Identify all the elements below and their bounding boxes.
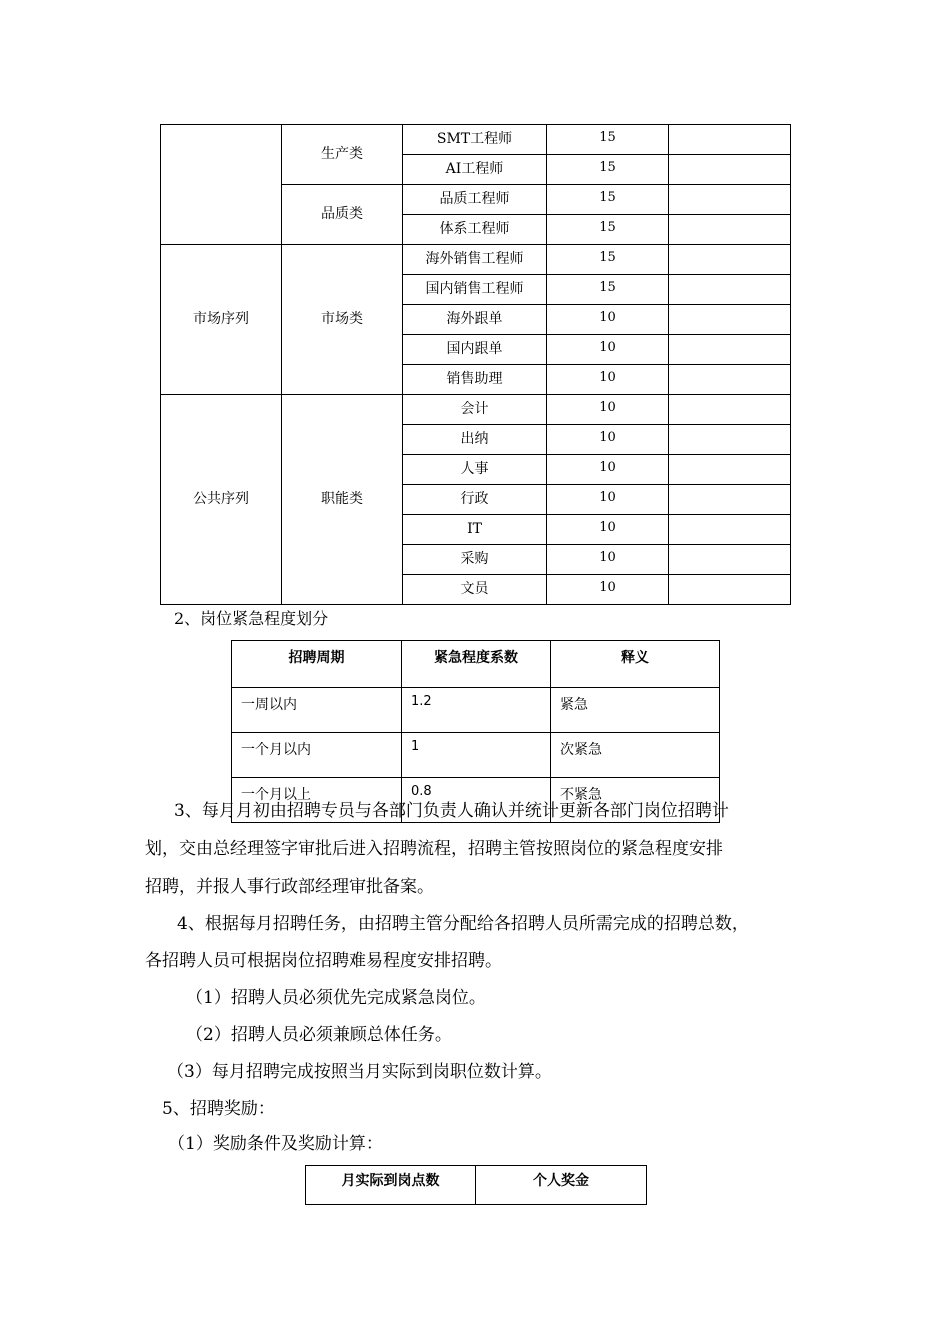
- paragraph-3-line-2: 划，交由总经理签字审批后进入招聘流程，招聘主管按照岗位的紧急程度安排: [145, 839, 723, 859]
- empty-cell: [669, 455, 791, 485]
- list-item: （1）奖励条件及奖励计算：: [168, 1134, 383, 1154]
- section-heading-reward: 5、招聘奖励：: [162, 1099, 275, 1119]
- paragraph-4-line-1: 4、根据每月招聘任务，由招聘主管分配给各招聘人员所需完成的招聘总数，: [177, 914, 749, 934]
- empty-cell: [669, 365, 791, 395]
- meaning-cell: 不紧急: [551, 778, 720, 823]
- reward-table: [305, 1165, 647, 1205]
- category-cell: 生产类: [282, 125, 403, 185]
- empty-cell: [669, 305, 791, 335]
- column-header: 紧急程度系数: [402, 641, 551, 688]
- role-cell: 国内跟单: [403, 335, 547, 365]
- sequence-cell-empty: [161, 125, 282, 245]
- table-row: [232, 733, 720, 778]
- score-cell: 15: [547, 185, 669, 215]
- list-item: （1）招聘人员必须优先完成紧急岗位。: [186, 988, 486, 1008]
- list-item: （2）招聘人员必须兼顾总体任务。: [186, 1025, 452, 1045]
- table-header-row: [232, 641, 720, 688]
- score-cell: 15: [547, 245, 669, 275]
- score-cell: 10: [547, 395, 669, 425]
- empty-cell: [669, 275, 791, 305]
- column-header: 个人奖金: [476, 1166, 647, 1205]
- score-cell: 15: [547, 275, 669, 305]
- role-cell: IT: [403, 515, 547, 545]
- role-cell: 销售助理: [403, 365, 547, 395]
- column-header: 释义: [551, 641, 720, 688]
- role-cell: 采购: [403, 545, 547, 575]
- role-cell: 体系工程师: [403, 215, 547, 245]
- role-cell: 文员: [403, 575, 547, 605]
- score-cell: 15: [547, 155, 669, 185]
- role-cell: 海外跟单: [403, 305, 547, 335]
- position-score-table: [160, 124, 791, 605]
- score-cell: 10: [547, 425, 669, 455]
- paragraph-3-line-1: 3、每月月初由招聘专员与各部门负责人确认并统计更新各部门岗位招聘计: [174, 801, 729, 821]
- period-cell: 一周以内: [232, 688, 402, 733]
- score-cell: 15: [547, 125, 669, 155]
- role-cell: 行政: [403, 485, 547, 515]
- empty-cell: [669, 215, 791, 245]
- category-cell: 职能类: [282, 395, 403, 605]
- role-cell: 会计: [403, 395, 547, 425]
- score-cell: 10: [547, 335, 669, 365]
- coefficient-cell: 0.8: [402, 778, 551, 823]
- role-cell: AI工程师: [403, 155, 547, 185]
- category-cell: 品质类: [282, 185, 403, 245]
- meaning-cell: 紧急: [551, 688, 720, 733]
- empty-cell: [669, 335, 791, 365]
- coefficient-cell: 1.2: [402, 688, 551, 733]
- role-cell: 人事: [403, 455, 547, 485]
- score-cell: 15: [547, 215, 669, 245]
- empty-cell: [669, 485, 791, 515]
- empty-cell: [669, 575, 791, 605]
- score-cell: 10: [547, 575, 669, 605]
- score-cell: 10: [547, 305, 669, 335]
- sequence-cell: 市场序列: [161, 245, 282, 395]
- role-cell: 品质工程师: [403, 185, 547, 215]
- empty-cell: [669, 515, 791, 545]
- table-row: [161, 395, 791, 425]
- role-cell: 国内销售工程师: [403, 275, 547, 305]
- table-row: [232, 688, 720, 733]
- column-header: 月实际到岗点数: [306, 1166, 476, 1205]
- score-cell: 10: [547, 365, 669, 395]
- role-cell: SMT工程师: [403, 125, 547, 155]
- coefficient-cell: 1: [402, 733, 551, 778]
- list-item: （3）每月招聘完成按照当月实际到岗职位数计算。: [167, 1062, 552, 1082]
- score-cell: 10: [547, 485, 669, 515]
- table-row: [161, 125, 791, 155]
- empty-cell: [669, 245, 791, 275]
- period-cell: 一个月以上: [232, 778, 402, 823]
- section-heading-urgency: 2、岗位紧急程度划分: [174, 609, 329, 628]
- column-header: 招聘周期: [232, 641, 402, 688]
- table-header-row: [306, 1166, 647, 1205]
- role-cell: 海外销售工程师: [403, 245, 547, 275]
- role-cell: 出纳: [403, 425, 547, 455]
- sequence-cell: 公共序列: [161, 395, 282, 605]
- empty-cell: [669, 545, 791, 575]
- paragraph-3-line-3: 招聘，并报人事行政部经理审批备案。: [145, 877, 434, 897]
- period-cell: 一个月以内: [232, 733, 402, 778]
- meaning-cell: 次紧急: [551, 733, 720, 778]
- paragraph-4-line-2: 各招聘人员可根据岗位招聘难易程度安排招聘。: [145, 951, 502, 971]
- empty-cell: [669, 395, 791, 425]
- empty-cell: [669, 125, 791, 155]
- table-row: [161, 245, 791, 275]
- empty-cell: [669, 155, 791, 185]
- empty-cell: [669, 425, 791, 455]
- score-cell: 10: [547, 515, 669, 545]
- category-cell: 市场类: [282, 245, 403, 395]
- empty-cell: [669, 185, 791, 215]
- score-cell: 10: [547, 545, 669, 575]
- score-cell: 10: [547, 455, 669, 485]
